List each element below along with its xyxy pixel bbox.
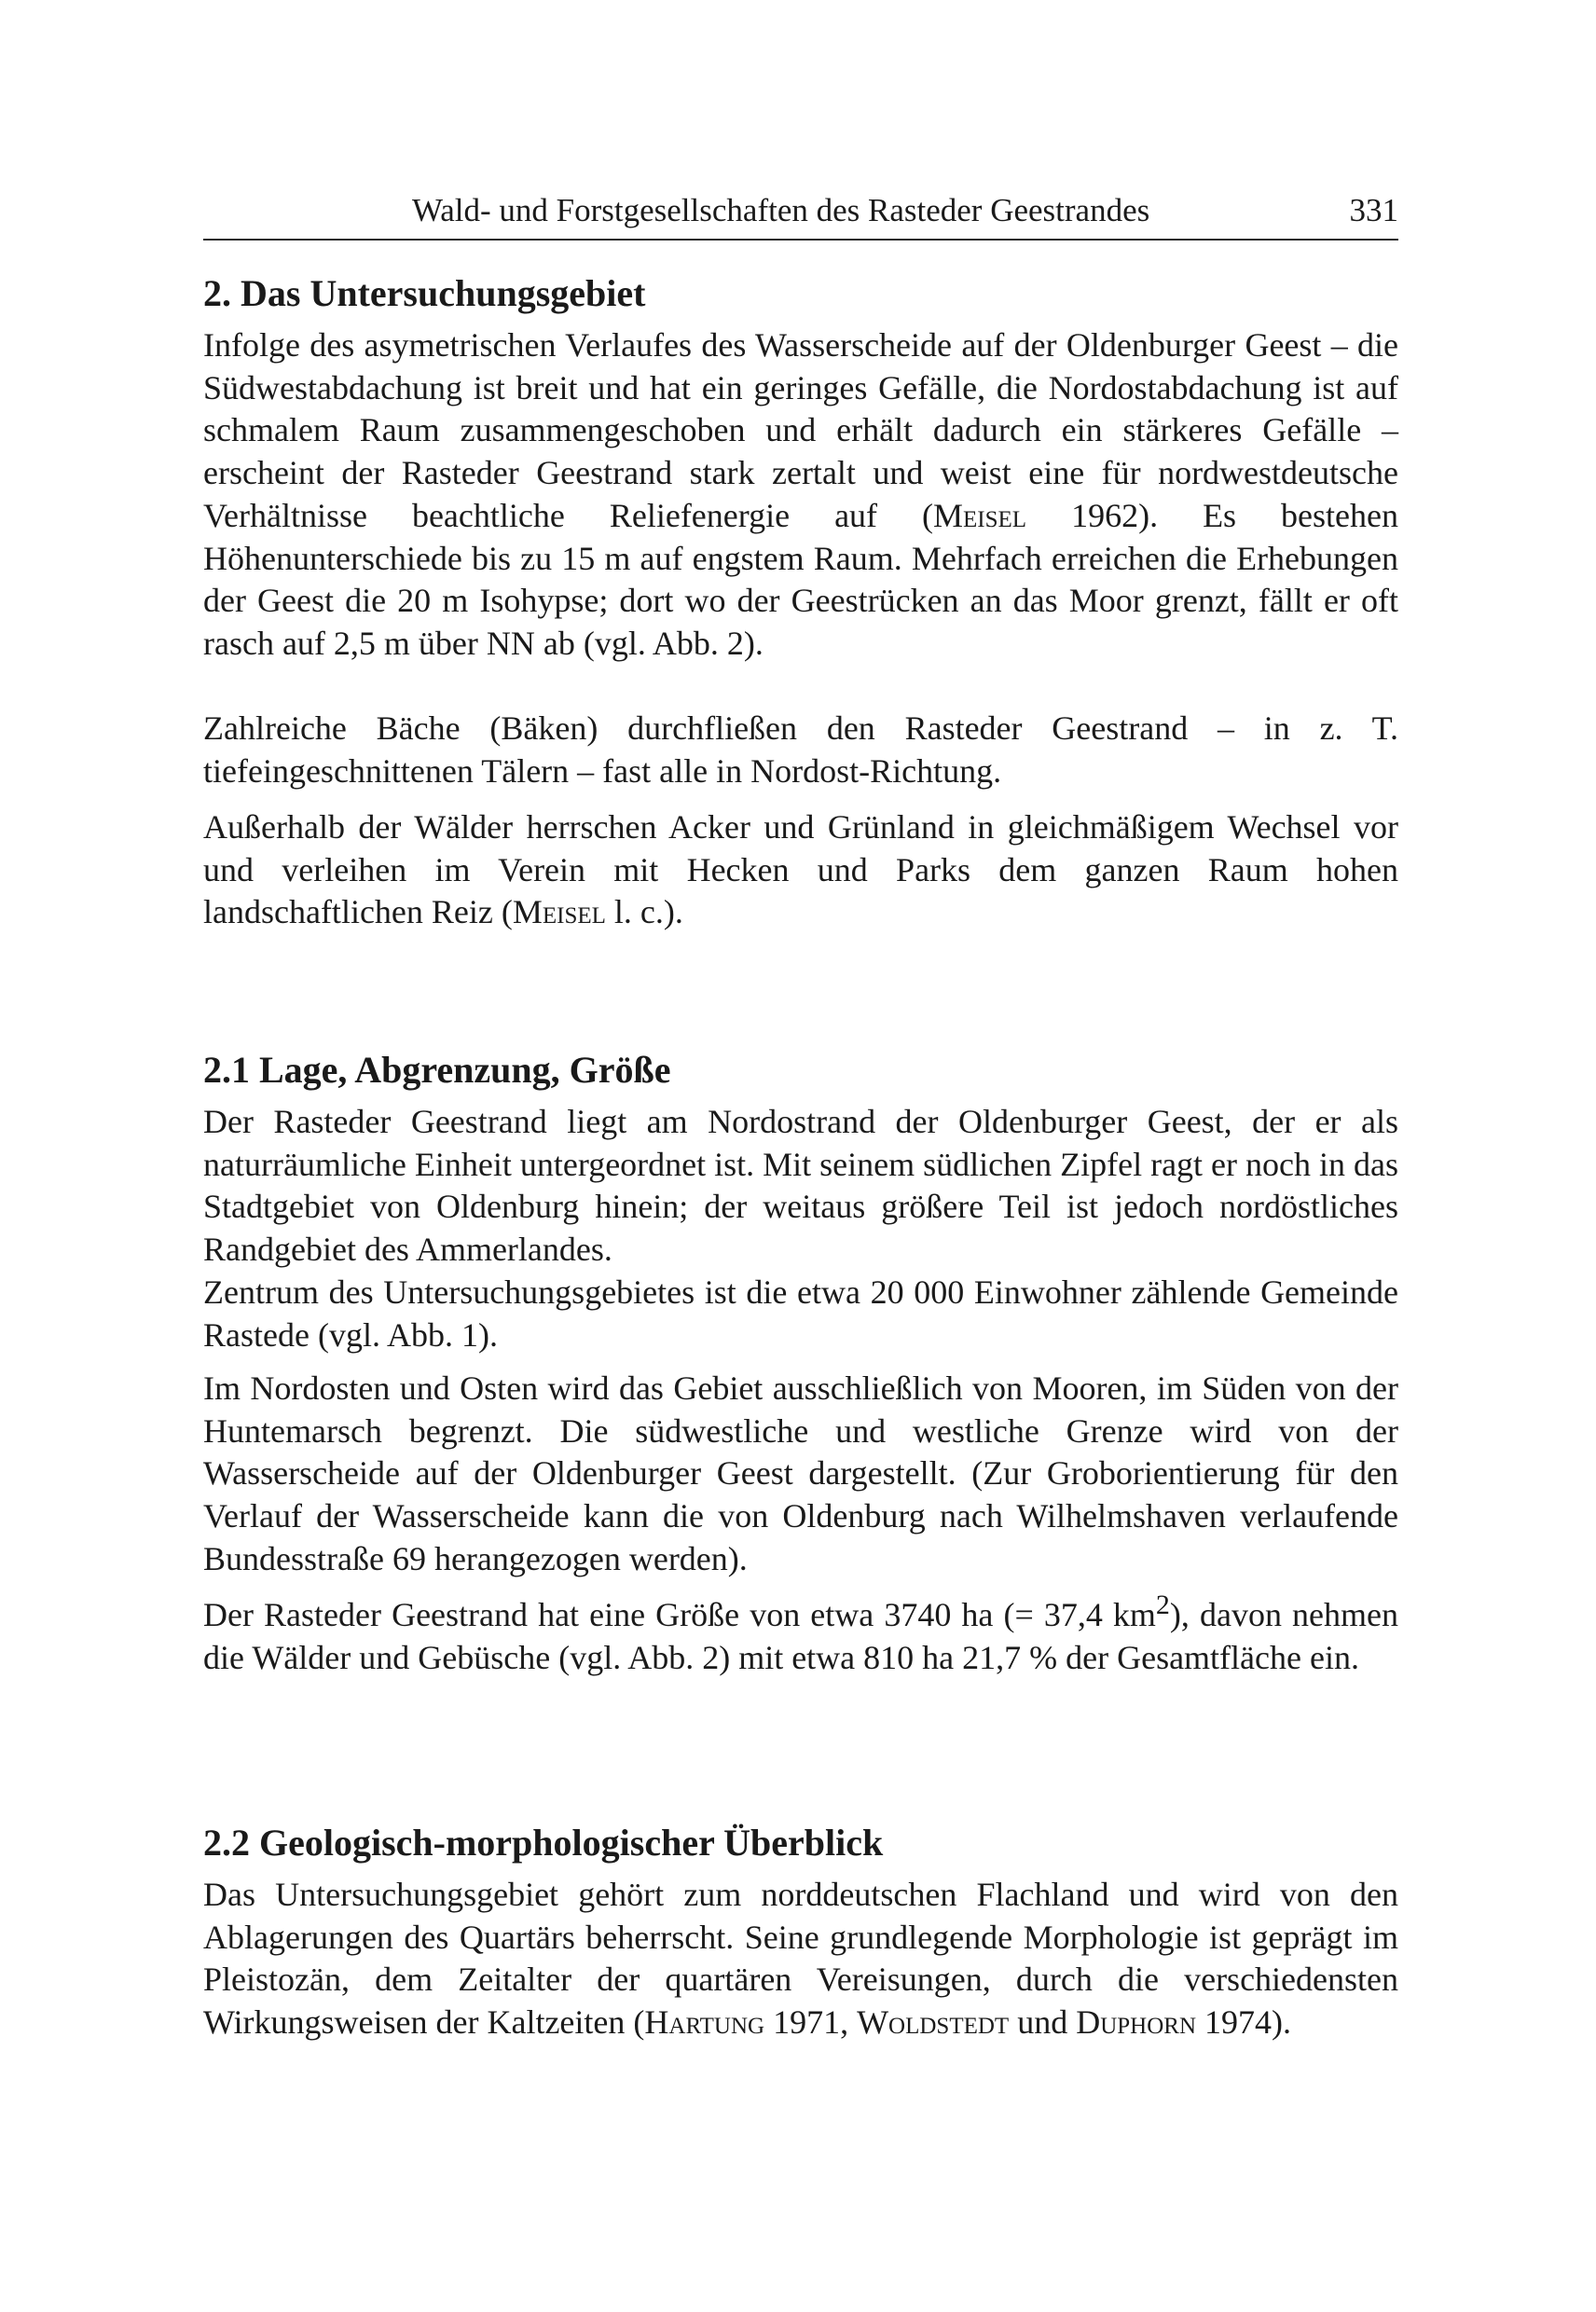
author-citation: Woldstedt	[857, 2003, 1010, 2042]
page-number: 331	[1349, 192, 1398, 228]
paragraph-lage: Der Rasteder Geestrand liegt am Nordostrand der Oldenburger Geest, der er als naturräumliche Einheit untergeordnet ist. Mit seinem südlichen Zipfel ragt er noch in das Stadtgebiet von Oldenburg hinein; der weitaus größere Teil ist jedoch nordöstliches Randgebiet des Ammerlandes.	[203, 1103, 1398, 1269]
author-citation: Meisel	[512, 893, 606, 931]
author-citation: Duphorn	[1076, 2003, 1196, 2042]
paragraph-zentrum: Zentrum des Untersuchungsgebietes ist die etwa 20 000 Einwohner zählende Gemeinde Rastede (vgl. Abb. 1).	[203, 1273, 1398, 1354]
running-title: Wald- und Forstgesellschaften des Rasteder Geestrandes	[412, 192, 1150, 228]
running-header	[203, 186, 1398, 241]
paragraph-grenzen: Im Nordosten und Osten wird das Gebiet ausschließlich von Mooren, im Süden von der Huntemarsch begrenzt. Die südwestliche und westliche Grenze wird von der Wasserscheide auf der Oldenburger Geest dargestellt. (Zur Groborientierung für den Verlauf der Wasserscheide kann die von Oldenburg nach Wilhelmshaven verlaufende Bundesstraße 69 herangezogen werden).	[203, 1369, 1398, 1577]
section-heading-untersuchungsgebiet: 2. Das Untersuchungsgebiet	[203, 272, 646, 314]
section-heading-lage: 2.1 Lage, Abgrenzung, Größe	[203, 1049, 671, 1091]
author-citation: Meisel	[933, 496, 1027, 534]
paragraph-geologie: Das Untersuchungsgebiet gehört zum norddeutschen Flachland und wird von den Ablagerungen des Quartärs beherrscht. Seine grundlegende Morphologie ist geprägt im Pleistozän, dem Zeitalter der quartären Vereisungen, durch die verschiedensten Wirkungsweisen der Kaltzeiten (Hartung 1971, Woldstedt und Duphorn 1974).	[203, 1876, 1398, 2042]
paragraph-landschaft: Außerhalb der Wälder herrschen Acker und Grünland in gleichmäßigem Wechsel vor und verleihen im Verein mit Hecken und Parks dem ganzen Raum hohen landschaftlichen Reiz (Meisel l. c.).	[203, 808, 1398, 931]
author-citation: Hartung	[644, 2003, 765, 2042]
section-heading-geologie: 2.2 Geologisch-morphologischer Überblick	[203, 1822, 884, 1864]
paragraph-groesse: Der Rasteder Geestrand hat eine Größe von etwa 3740 ha (= 37,4 $km^2$), davon nehmen die Wälder und Gebüsche (vgl. Abb. 2) mit etwa 810 ha 21,7 % der Gesamtfläche ein.	[203, 1590, 1398, 1676]
paragraph-baeche: Zahlreiche Bäche (Bäken) durchfließen den Rasteder Geestrand – in z. T. tiefeingeschnittenen Tälern – fast alle in Nordost-Richtung.	[203, 709, 1398, 790]
superscript: 2	[1155, 1590, 1170, 1620]
paragraph-asymetrie: Infolge des asymetrischen Verlaufes des Wasserscheide auf der Oldenburger Geest – die Südwestabdachung ist breit und hat ein geringes Gefälle, die Nordostabdachung ist auf schmalem Raum zusammengeschoben und erhält dadurch ein stärkeres Gefälle – erscheint der Rasteder Geestrand stark zertalt und weist eine für nordwestdeutsche Verhältnisse beachtliche Reliefenergie auf (Meisel 1962). Es bestehen Höhenunterschiede bis zu 15 m auf engstem Raum. Mehrfach erreichen die Erhebungen der Geest die 20 m Isohypse; dort wo der Geestrücken an das Moor grenzt, fällt er oft rasch auf 2,5 m über NN ab (vgl. Abb. 2).	[203, 326, 1399, 662]
